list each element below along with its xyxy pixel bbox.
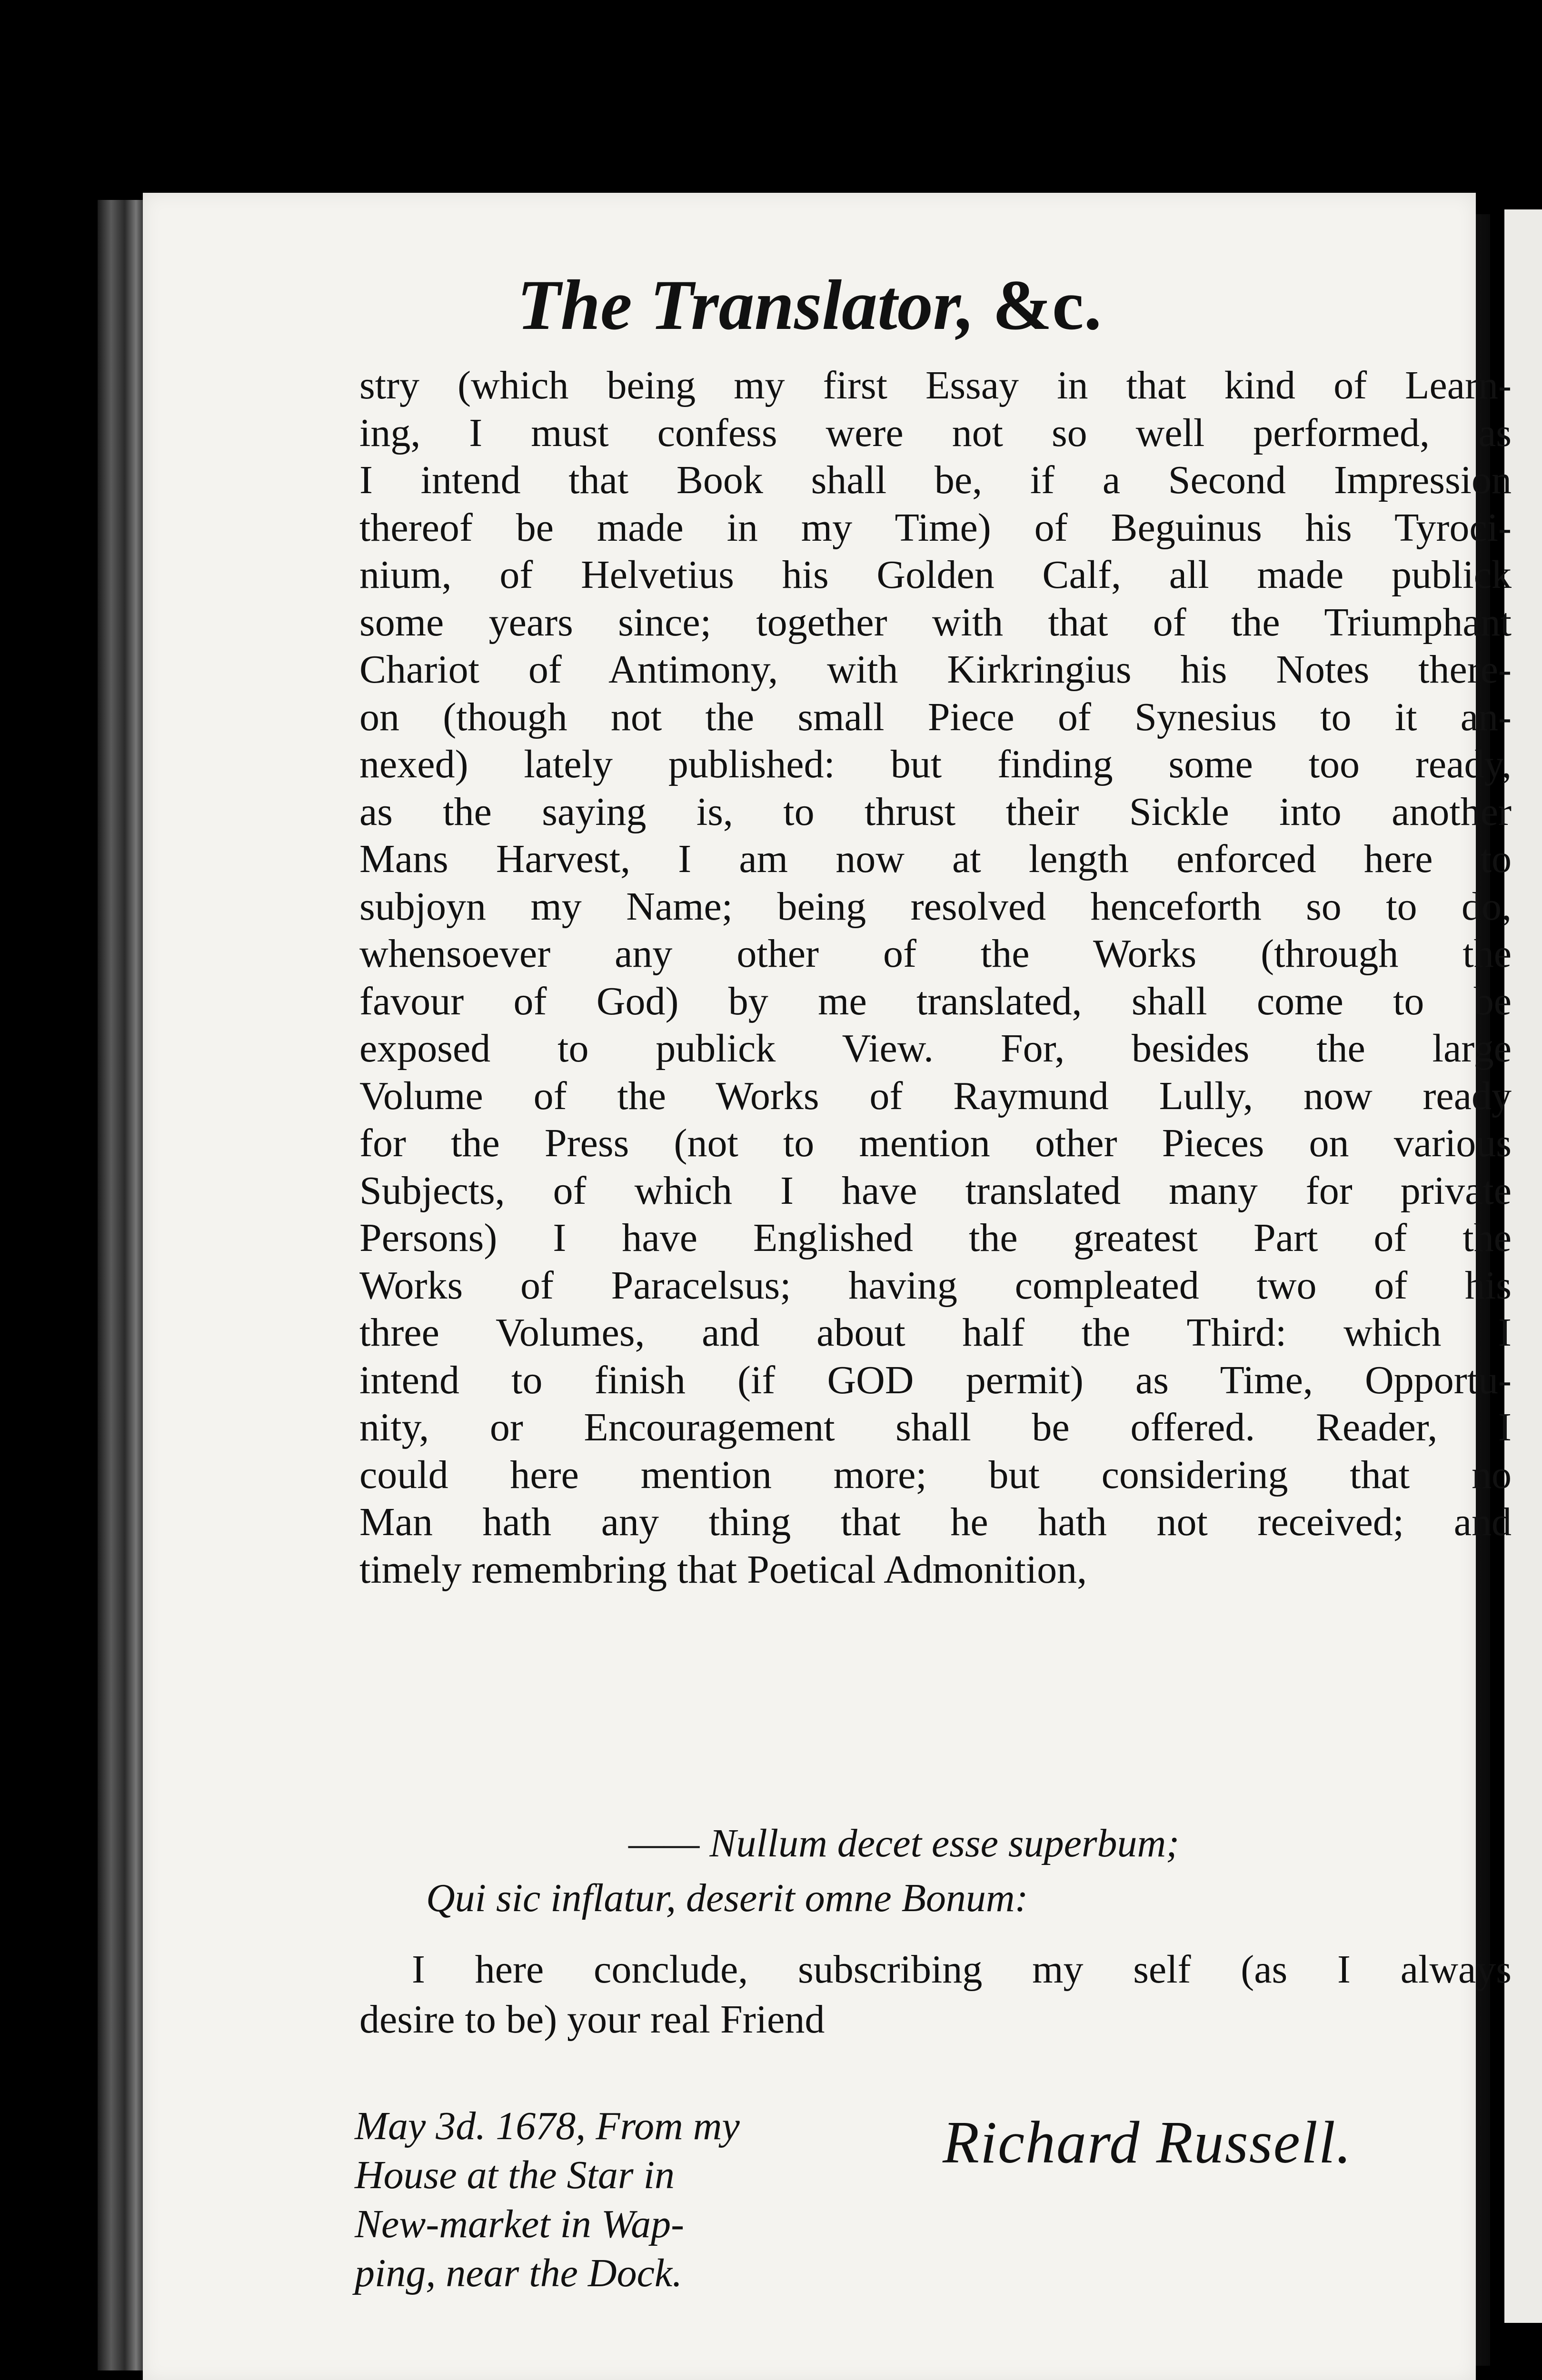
latin-quote — [143, 1816, 1476, 1925]
conclusion-line-2: desire to be) your real Friend — [359, 1997, 825, 2042]
header-etc: &c. — [992, 266, 1102, 345]
body-line: as the saying is, to thrust their Sickle into another — [359, 789, 1512, 834]
body-line: could here mention more; but considering that no — [359, 1452, 1512, 1497]
quote-line-1: —— Nullum decet esse superbum; — [628, 1821, 1180, 1865]
dateline-line: House at the Star in — [355, 2153, 675, 2197]
body-line: favour of God) by me translated, shall come to be — [359, 979, 1512, 1023]
conclusion — [359, 1944, 1512, 2044]
running-header — [143, 264, 1476, 346]
book-spine — [98, 200, 143, 2370]
body-line: Works of Paracelsus; having compleated two of his — [359, 1263, 1512, 1308]
body-line: I intend that Book shall be, if a Second Impression — [359, 458, 1512, 502]
body-line: Volume of the Works of Raymund Lully, now ready — [359, 1073, 1512, 1118]
body-line: nity, or Encouragement shall be offered. Reader, I — [359, 1405, 1512, 1449]
body-line: Subjects, of which I have translated many for private — [359, 1168, 1512, 1213]
header-title: The Translator, — [517, 266, 975, 345]
body-line: Mans Harvest, I am now at length enforced here to — [359, 837, 1512, 881]
body-line: subjoyn my Name; being resolved henceforth so to do, — [359, 884, 1512, 929]
body-line: some years since; together with that of the Triumphant — [359, 600, 1512, 645]
body-line: whensoever any other of the Works (through the — [359, 932, 1512, 976]
body-line-last: timely remembring that Poetical Admonition, — [359, 1547, 1087, 1592]
quote-line-2: Qui sic inflatur, deserit omne Bonum: — [426, 1876, 1028, 1920]
dateline-line: May 3d. 1678, From my — [355, 2104, 740, 2148]
body-line: Chariot of Antimony, with Kirkringius his Notes there- — [359, 647, 1512, 692]
body-line: for the Press (not to mention other Pieces on various — [359, 1121, 1512, 1165]
body-line: thereof be made in my Time) of Beguinus his Tyroci- — [359, 505, 1512, 550]
body-line: stry (which being my first Essay in that kind of Learn- — [359, 363, 1512, 407]
body-line: nexed) lately published: but finding some too ready, — [359, 742, 1512, 786]
conclusion-line-1: I here conclude, subscribing my self (as I always — [412, 1947, 1512, 1992]
body-line: intend to finish (if GOD permit) as Time, Opportu- — [359, 1358, 1512, 1402]
body-text — [359, 362, 1512, 1593]
body-line: three Volumes, and about half the Third: which I — [359, 1310, 1512, 1355]
body-line: Persons) I have Englished the greatest Part of the — [359, 1216, 1512, 1260]
body-line: Man hath any thing that he hath not received; and — [359, 1500, 1512, 1544]
body-line: ing, I must confess were not so well performed, as — [359, 410, 1512, 455]
body-line: exposed to publick View. For, besides the large — [359, 1026, 1512, 1071]
body-line: nium, of Helvetius his Golden Calf, all made publick — [359, 553, 1512, 597]
dateline-line: New-market in Wap- — [355, 2202, 685, 2246]
dateline-line: ping, near the Dock. — [355, 2251, 683, 2295]
book-page — [143, 193, 1512, 2380]
body-line: on (though not the small Piece of Synesius to it an- — [359, 694, 1512, 739]
signature: Richard Russell. — [943, 2110, 1353, 2176]
dateline — [355, 2102, 855, 2298]
